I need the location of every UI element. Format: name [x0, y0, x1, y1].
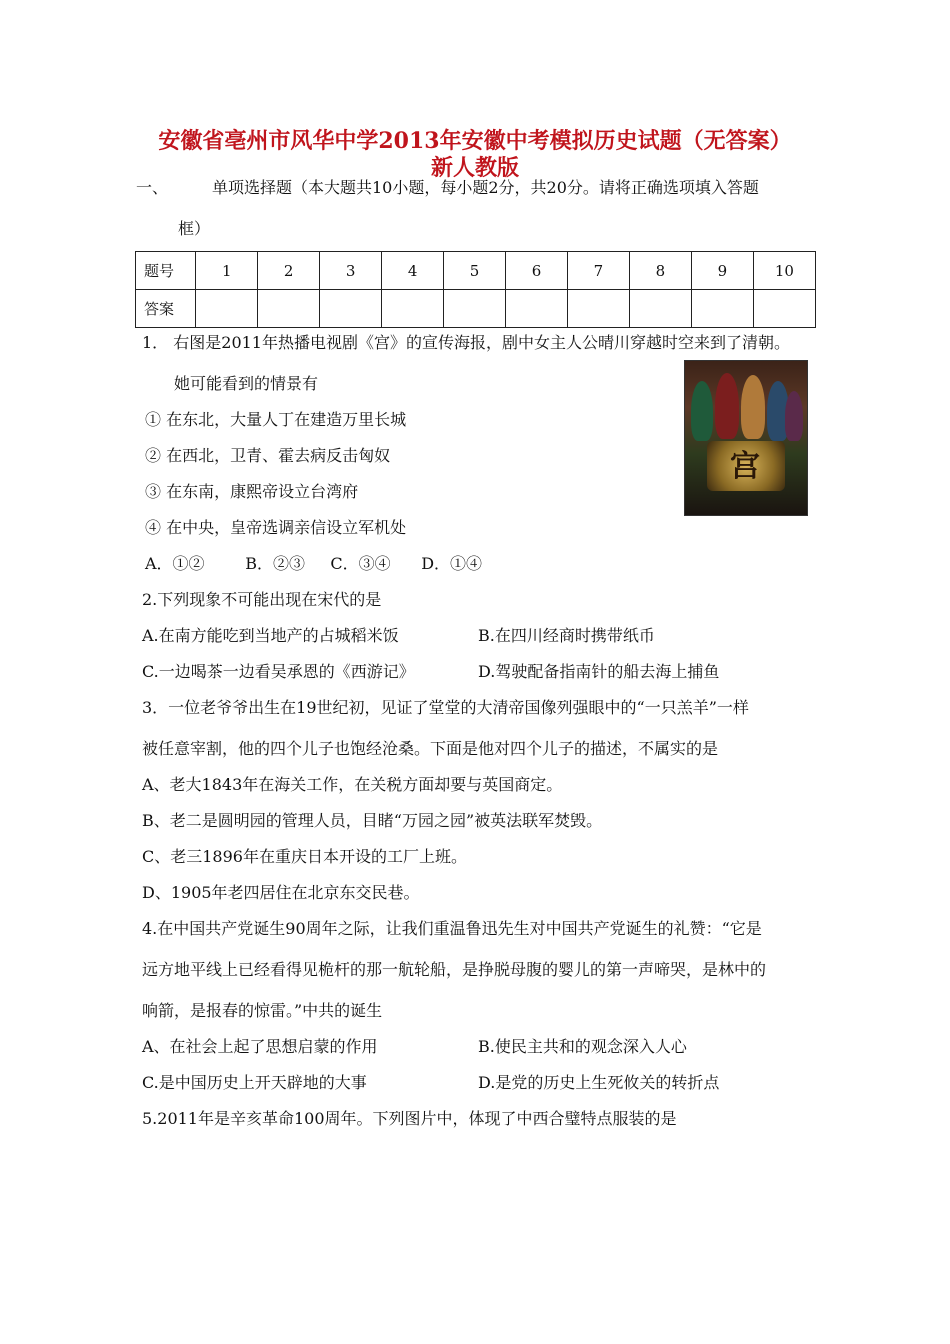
- question-number-cell: 9: [691, 252, 753, 290]
- answer-cell[interactable]: [691, 290, 753, 328]
- q3-stem: 3．一位老爷爷出生在19世纪初，见证了堂堂的大清帝国像列强眼中的“一只羔羊”一样: [142, 698, 749, 717]
- q3-option-a: A、老大1843年在海关工作，在关税方面却要与英国商定。: [142, 775, 563, 794]
- question-number-cell: 3: [320, 252, 382, 290]
- answer-cell[interactable]: [506, 290, 568, 328]
- question-number-cell: 10: [753, 252, 815, 290]
- question-number-cell: 1: [196, 252, 258, 290]
- poster-figure: [715, 373, 739, 439]
- table-row-label: 答案: [136, 290, 196, 328]
- question-number-cell: 6: [506, 252, 568, 290]
- poster-figure: [691, 381, 713, 441]
- answer-cell[interactable]: [753, 290, 815, 328]
- q4-option-b: B.使民主共和的观念深入人心: [478, 1037, 687, 1056]
- section-number: 一、: [136, 178, 169, 197]
- poster-figure: [741, 375, 765, 439]
- q4-option-a: A、在社会上起了思想启蒙的作用: [142, 1037, 378, 1056]
- q1-item: ① 在东北，大量人丁在建造万里长城: [145, 410, 407, 429]
- q4-stem-cont: 响箭，是报春的惊雷。”中共的诞生: [142, 1001, 383, 1020]
- q4-stem: 4.在中国共产党诞生90周年之际，让我们重温鲁迅先生对中国共产党诞生的礼赞：“它是: [142, 919, 762, 938]
- q1-stem: 1． 右图是2011年热播电视剧《宫》的宣传海报，剧中女主人公晴川穿越时空来到了清朝。: [142, 333, 790, 352]
- q2-option-a: A.在南方能吃到当地产的占城稻米饭: [142, 626, 399, 645]
- q4-option-c: C.是中国历史上开天辟地的大事: [142, 1073, 367, 1092]
- q5-stem: 5.2011年是辛亥革命100周年。下列图片中，体现了中西合璧特点服装的是: [142, 1109, 677, 1128]
- answer-cell[interactable]: [444, 290, 506, 328]
- answer-cell[interactable]: [567, 290, 629, 328]
- question-number-cell: 5: [444, 252, 506, 290]
- q4-stem-cont: 远方地平线上已经看得见桅杆的那一航轮船，是挣脱母腹的婴儿的第一声啼哭，是林中的: [142, 960, 767, 979]
- q1-stem-cont: 她可能看到的情景有: [174, 374, 319, 393]
- answer-cell[interactable]: [382, 290, 444, 328]
- answer-cell[interactable]: [320, 290, 382, 328]
- tv-drama-poster-image: [684, 360, 808, 516]
- q2-option-c: C.一边喝茶一边看吴承恩的《西游记》: [142, 662, 415, 681]
- section-instructions: 单项选择题（本大题共10小题，每小题2分，共20分。请将正确选项填入答题: [212, 178, 759, 197]
- poster-title-glyph: 宫: [730, 449, 760, 484]
- poster-figure: [785, 391, 803, 441]
- page-subtitle: 新人教版: [430, 155, 519, 181]
- q3-option-c: C、老三1896年在重庆日本开设的工厂上班。: [142, 847, 467, 866]
- q1-options: A．①② B．②③ C．③④ D．①④: [145, 554, 483, 573]
- q3-option-d: D、1905年老四居住在北京东交民巷。: [142, 883, 420, 902]
- answer-cell[interactable]: [258, 290, 320, 328]
- q1-item: ② 在西北，卫青、霍去病反击匈奴: [145, 446, 391, 465]
- q2-stem: 2.下列现象不可能出现在宋代的是: [142, 590, 382, 609]
- answer-cell[interactable]: [196, 290, 258, 328]
- q3-stem-cont: 被任意宰割，他的四个儿子也饱经沧桑。下面是他对四个儿子的描述，不属实的是: [142, 739, 719, 758]
- question-number-cell: 7: [567, 252, 629, 290]
- q4-option-d: D.是党的历史上生死攸关的转折点: [478, 1073, 720, 1092]
- table-row: [136, 290, 816, 328]
- question-number-cell: 2: [258, 252, 320, 290]
- answer-table: [135, 251, 816, 328]
- q2-option-b: B.在四川经商时携带纸币: [478, 626, 655, 645]
- q3-option-b: B、老二是圆明园的管理人员，目睹“万园之园”被英法联军焚毁。: [142, 811, 603, 830]
- section-instructions-cont: 框）: [178, 219, 211, 238]
- table-row: [136, 252, 816, 290]
- q1-item: ④ 在中央，皇帝选调亲信设立军机处: [145, 518, 407, 537]
- answer-cell[interactable]: [629, 290, 691, 328]
- page-title: 安徽省亳州市风华中学2013年安徽中考模拟历史试题（无答案）: [158, 128, 792, 154]
- table-row-label: 题号: [136, 252, 196, 290]
- question-number-cell: 4: [382, 252, 444, 290]
- q2-option-d: D.驾驶配备指南针的船去海上捕鱼: [478, 662, 720, 681]
- q1-item: ③ 在东南，康熙帝设立台湾府: [145, 482, 359, 501]
- question-number-cell: 8: [629, 252, 691, 290]
